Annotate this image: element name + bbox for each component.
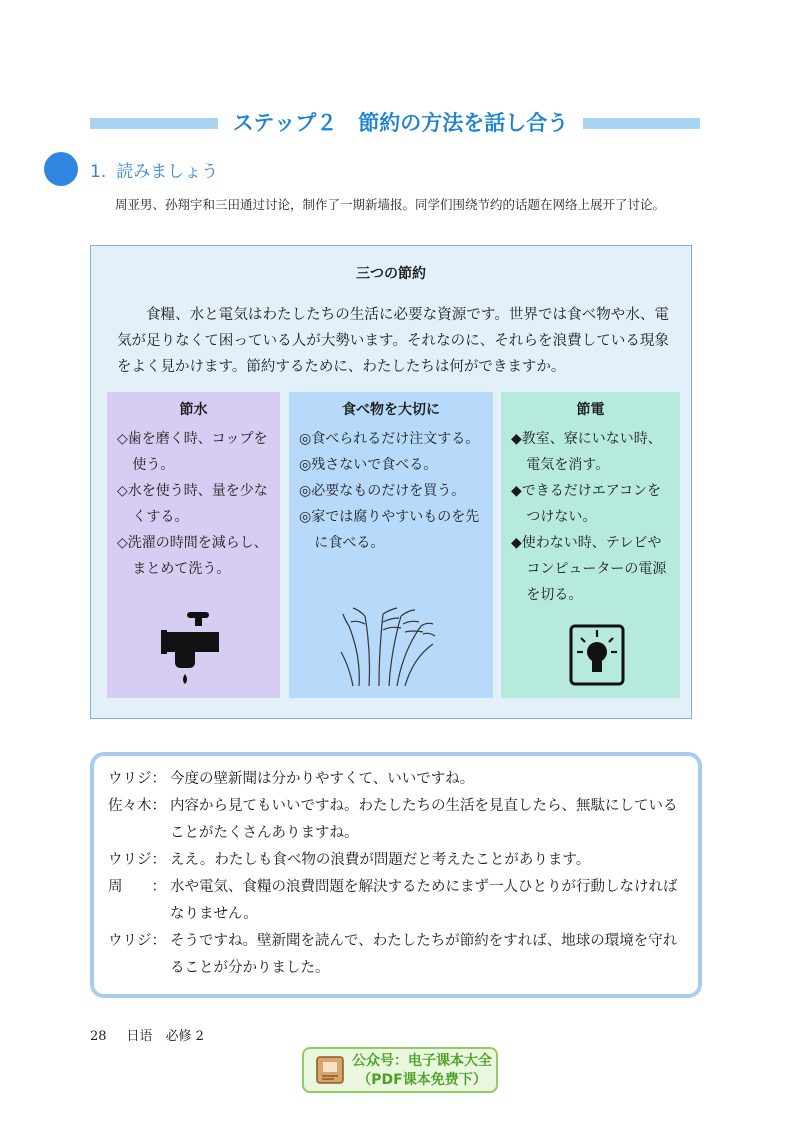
tip-item: ◎残さないで食べる。 <box>299 457 438 473</box>
speaker: ウリジ： <box>108 933 166 949</box>
tip-list <box>117 426 270 582</box>
section-heading <box>90 160 218 184</box>
title-bar-right <box>583 118 700 129</box>
light-bulb-icon <box>569 624 625 686</box>
speaker: ウリジ： <box>108 852 166 868</box>
tip-item: ◇歯を磨く時、コップを使う。 <box>117 431 268 473</box>
dialogue-line <box>108 847 688 874</box>
dialogue-lines <box>108 766 688 982</box>
column-title: 節水 <box>179 402 208 418</box>
column-power-saving <box>501 392 680 698</box>
section-number: 1. <box>90 162 107 182</box>
wall-newspaper <box>90 245 692 719</box>
watermark-line-2: （PDF课本免费下） <box>357 1072 487 1088</box>
dialogue-line <box>108 793 688 847</box>
article-body: 食糧、水と電気はわたしたちの生活に必要な資源です。世界では食べ物や水、電気が足りなくて困っている人が大勢います。それなのに、それらを浪費している現象をよく見かけます。節約するために、わたしたちは何ができますか。 <box>117 307 669 375</box>
watermark-text <box>348 1052 496 1090</box>
title-bar-left <box>90 118 218 129</box>
tip-item: ◎食べられるだけ注文する。 <box>299 431 480 447</box>
utterance: 内容から見てもいいですね。わたしたちの生活を見直したら、無駄にしていることがたくさんありますね。 <box>170 798 678 841</box>
section-marker-icon <box>44 152 78 186</box>
book-logo-icon <box>314 1054 346 1086</box>
tip-item: ◆使わない時、テレビやコンピューターの電源を切る。 <box>511 535 667 603</box>
utterance: 水や電気、食糧の浪費問題を解決するためにまず一人ひとりが行動しなければなりません。 <box>170 879 678 922</box>
tip-list <box>511 426 670 608</box>
tip-item: ◇水を使う時、量を少なくする。 <box>117 483 268 525</box>
section-title: 読みましょう <box>116 162 219 182</box>
watermark-stamp <box>302 1047 498 1093</box>
dialogue-line <box>108 874 688 928</box>
book-title: 日语 必修 2 <box>126 1029 204 1044</box>
column-water-saving <box>107 392 280 698</box>
tip-item: ◇洗濯の時間を減らし、まとめて洗う。 <box>117 535 268 577</box>
tip-item: ◎家では腐りやすいものを先に食べる。 <box>299 509 480 551</box>
article-title: 三つの節約 <box>356 266 426 282</box>
dialogue-line <box>108 928 688 982</box>
page-footer <box>90 1028 204 1046</box>
step-title: ステップ２ 節約の方法を話し合う <box>232 110 569 135</box>
intro-paragraph: 周亚男、孙翔宇和三田通过讨论，制作了一期新墙报。同学们围绕节约的话题在网络上展开了讨论。 <box>115 197 666 212</box>
watermark-line-1: 公众号：电子课本大全 <box>352 1053 492 1069</box>
rice-plant-icon <box>339 596 439 688</box>
tip-item: ◆できるだけエアコンをつけない。 <box>511 483 662 525</box>
speaker: 周 ： <box>108 879 166 895</box>
dialogue-line <box>108 766 688 793</box>
page-number: 28 <box>90 1029 107 1044</box>
utterance: 今度の壁新聞は分かりやすくて、いいですね。 <box>170 771 475 787</box>
column-food <box>289 392 493 698</box>
tip-item: ◎必要なものだけを買う。 <box>299 483 466 499</box>
column-title: 節電 <box>576 402 605 418</box>
dialogue-box <box>90 752 702 998</box>
tip-item: ◆教室、寮にいない時、電気を消す。 <box>511 431 662 473</box>
speaker: 佐々木： <box>108 798 166 814</box>
column-title: 食べ物を大切に <box>342 402 440 418</box>
speaker: ウリジ： <box>108 771 166 787</box>
tip-list <box>299 426 483 556</box>
utterance: そうですね。壁新聞を読んで、わたしたちが節約をすれば、地球の環境を守れることが分かりました。 <box>170 933 678 976</box>
utterance: ええ。わたしも食べ物の浪費が問題だと考えたことがあります。 <box>170 852 591 868</box>
faucet-icon <box>159 610 229 688</box>
